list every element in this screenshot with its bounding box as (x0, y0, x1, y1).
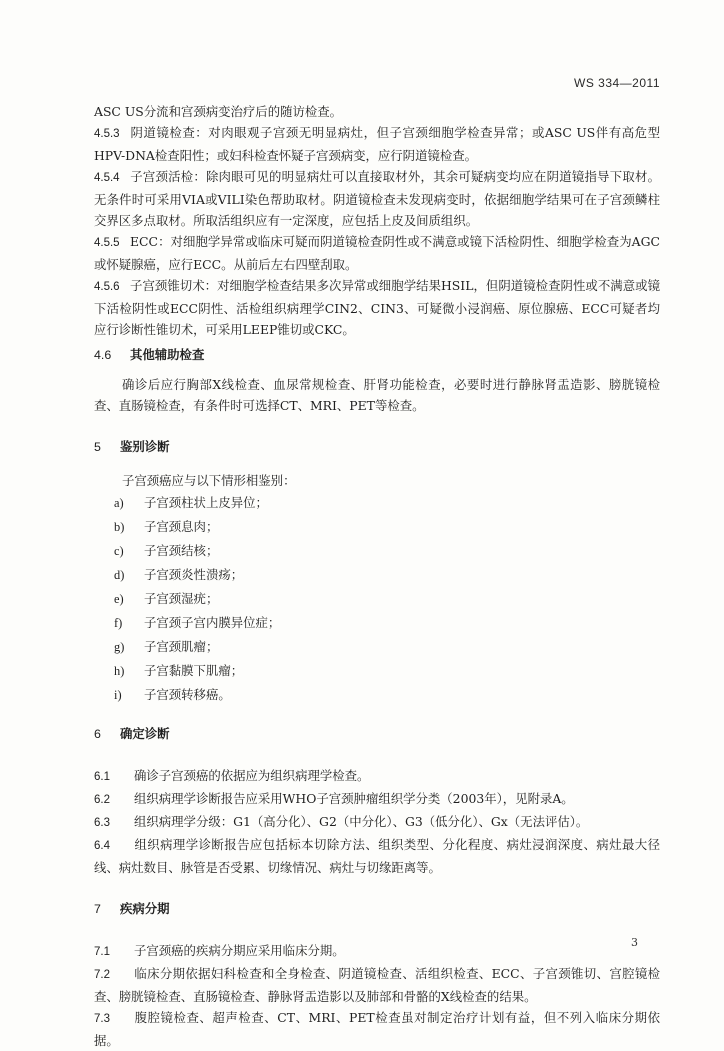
list-label: d) (114, 568, 125, 582)
section-title: 其他辅助检查 (130, 347, 205, 362)
clause-text: 子宫颈锥切术：对细胞学检查结果多次异常或细胞学结果HSIL，但阴道镜检查阴性或不满意或镜下活检阴性或ECC阴性、活检组织病理学CIN2、CIN3、可疑微小浸润癌、原位腺癌、ECC可疑者均应行诊断性锥切术，可采用LEEP锥切或CKC。 (94, 278, 660, 337)
section-title: 疾病分期 (120, 901, 170, 916)
list-label: f) (114, 616, 123, 630)
clause-number: 4.5.6 (94, 281, 120, 293)
clause-6-3 (94, 811, 660, 834)
clause-text: 阴道镜检查：对肉眼观子宫颈无明显病灶，但子宫颈细胞学检查异常；或ASC US伴有高危型HPV-DNA检查阳性；或妇科检查怀疑子宫颈病变，应行阴道镜检查。 (94, 125, 660, 163)
list-item (114, 587, 660, 611)
list-item (114, 611, 660, 635)
paragraph-5-intro: 子宫颈癌应与以下情形相鉴别： (122, 473, 296, 488)
paragraph-continuation: ASC US分流和宫颈病变治疗后的随访检查。 (94, 104, 343, 119)
page-number: 3 (631, 936, 638, 949)
clause-4-5-3 (94, 122, 660, 166)
document-code: WS 334—2011 (574, 76, 660, 90)
list-text: 子宫颈炎性溃疡； (144, 567, 244, 582)
list-label: b) (114, 520, 125, 534)
clause-6-1 (94, 765, 660, 788)
clause-number: 7.1 (94, 946, 110, 958)
clause-7-2 (94, 963, 660, 1007)
clause-4-5-5 (94, 231, 660, 275)
list-item (114, 539, 660, 563)
list-label: h) (114, 664, 125, 678)
clause-7-3 (94, 1007, 660, 1051)
list-text: 子宫颈子宫内膜异位症； (144, 615, 281, 630)
list-text: 子宫颈转移癌。 (144, 687, 231, 702)
list-text: 子宫颈柱状上皮异位； (144, 495, 268, 510)
clause-text: 临床分期依据妇科检查和全身检查、阴道镜检查、活组织检查、ECC、子宫颈锥切、宫腔镜检查、膀胱镜检查、直肠镜检查、静脉肾盂造影以及肺部和骨骼的X线检查的结果。 (94, 966, 660, 1004)
section-heading-6 (94, 723, 660, 745)
section-number: 5 (94, 440, 101, 454)
list-item (114, 515, 660, 539)
clause-number: 6.3 (94, 817, 110, 829)
list-item (114, 635, 660, 659)
section-number: 6 (94, 727, 101, 741)
list-label: g) (114, 640, 125, 654)
clause-number: 7.3 (94, 1013, 110, 1025)
differential-list (94, 491, 660, 707)
clause-number: 6.4 (94, 840, 110, 852)
clause-number: 4.5.4 (94, 172, 120, 184)
clause-4-5-4 (94, 166, 660, 231)
clause-text: 组织病理学分级：G1（高分化）、G2（中分化）、G3（低分化）、Gx（无法评估）。 (134, 814, 589, 829)
clause-text: 腹腔镜检查、超声检查、CT、MRI、PET检查虽对制定治疗计划有益，但不列入临床分期依据。 (94, 1010, 660, 1048)
clause-text: 子宫颈癌的疾病分期应采用临床分期。 (134, 943, 345, 958)
list-text: 子宫颈结核； (144, 543, 219, 558)
list-text: 子宫颈肌瘤； (144, 639, 219, 654)
clause-number: 4.5.3 (94, 128, 120, 140)
list-text: 子宫颈息肉； (144, 519, 219, 534)
clause-6-2 (94, 788, 660, 811)
list-item (114, 491, 660, 515)
clause-number: 6.2 (94, 794, 110, 806)
clause-text: 组织病理学诊断报告应采用WHO子宫颈肿瘤组织学分类（2003年），见附录A。 (134, 791, 574, 806)
section-number: 7 (94, 902, 101, 916)
paragraph-4-6: 确诊后应行胸部X线检查、血尿常规检查、肝肾功能检查，必要时进行静脉肾盂造影、膀胱镜检查、直肠镜检查，有条件时可选择CT、MRI、PET等检查。 (94, 377, 660, 413)
clause-number: 6.1 (94, 771, 110, 783)
section-title: 确定诊断 (120, 726, 170, 741)
list-item (114, 563, 660, 587)
list-label: c) (114, 544, 124, 558)
clause-text: 组织病理学诊断报告应包括标本切除方法、组织类型、分化程度、病灶浸润深度、病灶最大径线、病灶数目、脉管是否受累、切缘情况、病灶与切缘距离等。 (94, 837, 660, 875)
clause-4-5-6 (94, 275, 660, 340)
list-item (114, 659, 660, 683)
clause-number: 4.5.5 (94, 237, 120, 249)
list-label: i) (114, 688, 122, 702)
clause-text: ECC：对细胞学异常或临床可疑而阴道镜检查阴性或不满意或镜下活检阴性、细胞学检查为AGC或怀疑腺癌，应行ECC。从前后左右四壁刮取。 (94, 234, 660, 272)
list-label: e) (114, 592, 124, 606)
clause-6-4 (94, 834, 660, 878)
list-text: 子宫黏膜下肌瘤； (144, 663, 244, 678)
section-title: 鉴别诊断 (120, 439, 170, 454)
clause-text: 确诊子宫颈癌的依据应为组织病理学检查。 (134, 768, 370, 783)
list-text: 子宫颈湿疣； (144, 591, 219, 606)
section-heading-5 (94, 436, 660, 458)
section-heading-4-6 (94, 344, 660, 366)
clause-number: 7.2 (94, 969, 110, 981)
section-number: 4.6 (94, 348, 112, 362)
document-body (94, 101, 660, 1051)
clause-7-1 (94, 940, 660, 963)
clause-text: 子宫颈活检：除肉眼可见的明显病灶可以直接取材外，其余可疑病变均应在阴道镜指导下取材。无条件时可采用VIA或VILI染色帮助取材。阴道镜检查未发现病变时，依据细胞学结果可在子宫颈鳞柱交界区多点取材。所取活组织应有一定深度，应包括上皮及间质组织。 (94, 169, 660, 228)
section-heading-7 (94, 898, 660, 920)
list-item (114, 683, 660, 707)
list-label: a) (114, 496, 124, 510)
